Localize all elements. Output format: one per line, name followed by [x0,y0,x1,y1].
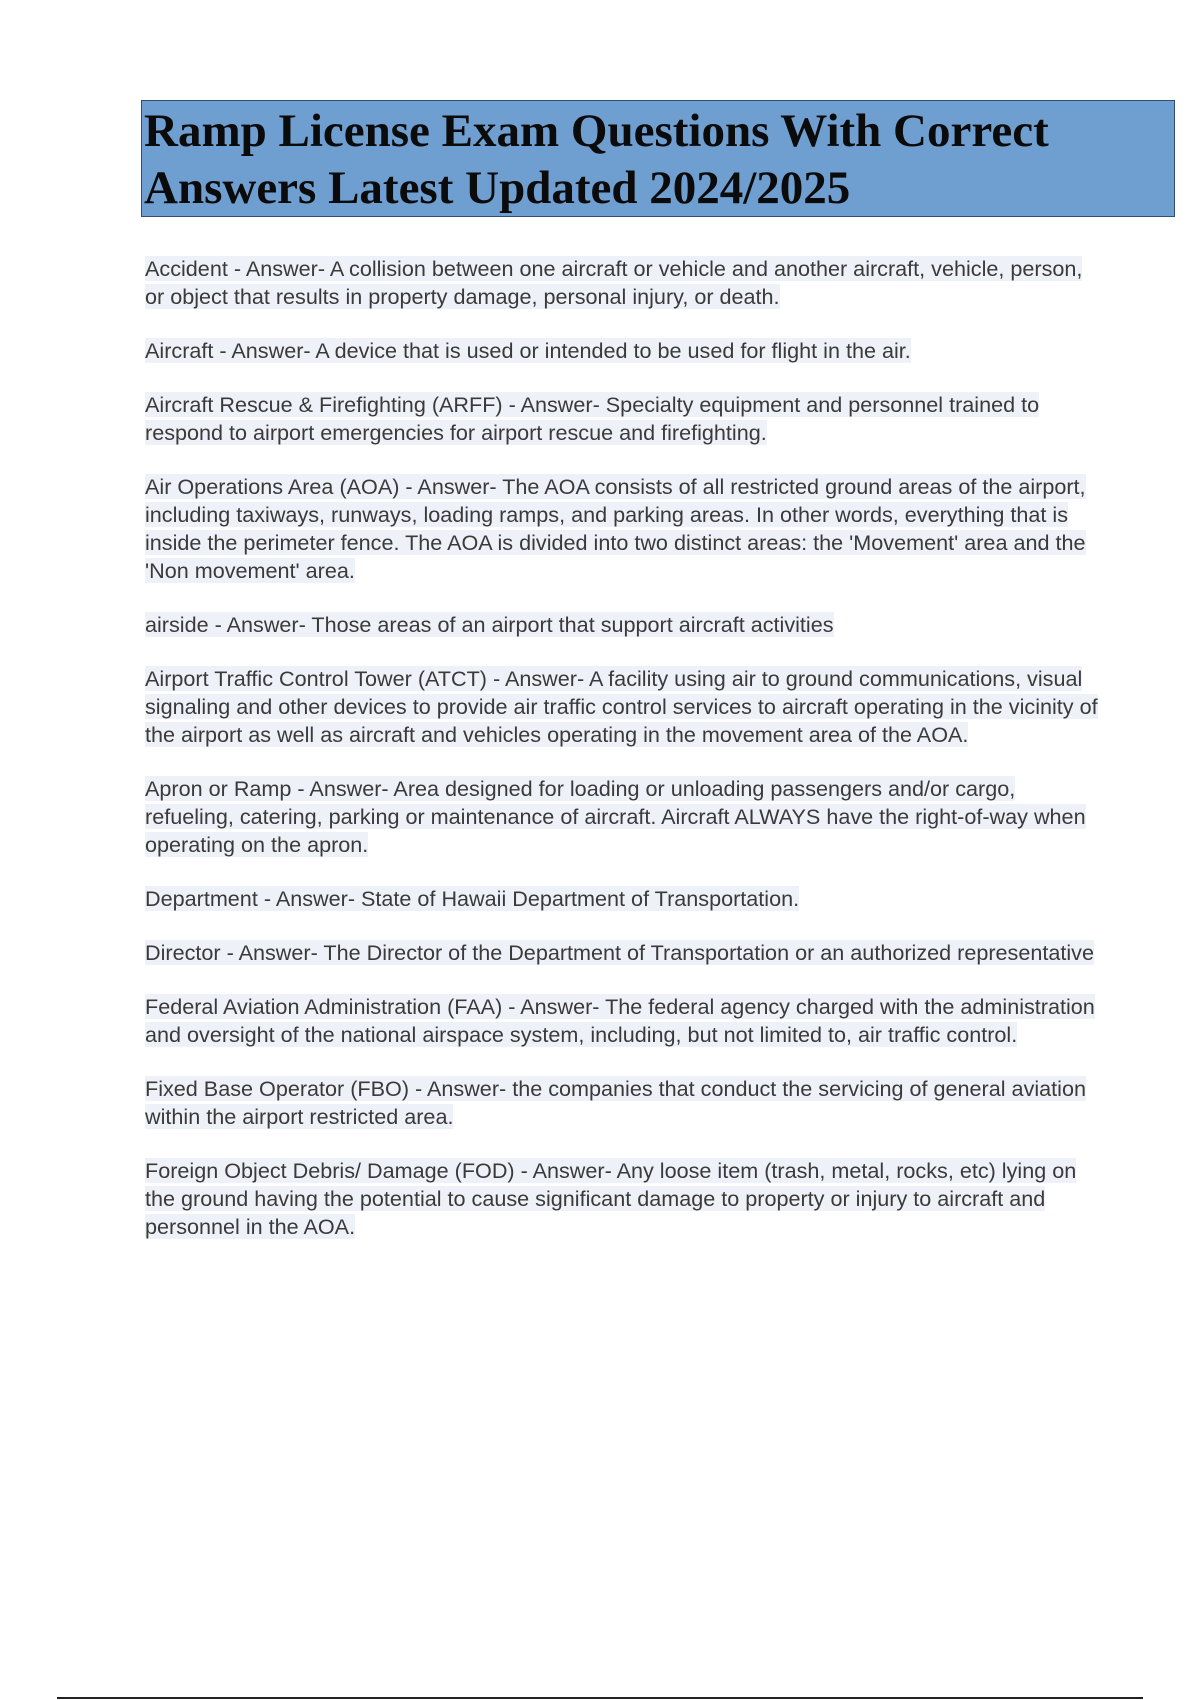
glossary-entry-aoa [145,473,1105,585]
glossary-entry-fbo [145,1075,1105,1131]
entry-text: Aircraft Rescue & Firefighting (ARFF) - Answer- Specialty equipment and personnel trained to respond to airport emergencies for airport rescue and firefighting. [145,392,1040,445]
glossary-entry-atct [145,665,1105,749]
glossary-entry-director [145,939,1105,967]
glossary-entry-arff [145,391,1105,447]
page-bottom-rule [57,1697,1143,1699]
entry-text: Apron or Ramp - Answer- Area designed for loading or unloading passengers and/or cargo, refueling, catering, parking or maintenance of aircraft. Aircraft ALWAYS have the right-of-way when operating on the apron. [145,776,1086,857]
glossary-entry-faa [145,993,1105,1049]
entry-text: airside - Answer- Those areas of an airport that support aircraft activities [145,612,834,637]
entry-text: Federal Aviation Administration (FAA) - Answer- The federal agency charged with the administration and oversight of the national airspace system, including, but not limited to, air traffic control. [145,994,1095,1047]
entry-text: Department - Answer- State of Hawaii Department of Transportation. [145,886,800,911]
document-title-line-1: Ramp License Exam Questions With Correct [144,105,1049,157]
entry-text: Foreign Object Debris/ Damage (FOD) - Answer- Any loose item (trash, metal, rocks, etc) lying on the ground having the potential to cause significant damage to property or injury to aircraft and personnel in the AOA. [145,1158,1077,1239]
glossary-entry-aircraft [145,337,1105,365]
entry-text: Airport Traffic Control Tower (ATCT) - Answer- A facility using air to ground communications, visual signaling and other devices to provide air traffic control services to aircraft operating in the vicinity of the airport as well as aircraft and vehicles operating in the movement area of the AOA. [145,666,1098,747]
glossary-entry-department [145,885,1105,913]
entry-text: Air Operations Area (AOA) - Answer- The AOA consists of all restricted ground areas of the airport, including taxiways, runways, loading ramps, and parking areas. In other words, everything that is inside the perimeter fence. The AOA is divided into two distinct areas: the 'Movement' area and the 'Non movement' area. [145,474,1086,583]
glossary-entry-fod [145,1157,1105,1241]
entry-text: Aircraft - Answer- A device that is used or intended to be used for flight in the air. [145,338,911,363]
glossary-entry-accident [145,255,1105,311]
glossary-entries [145,255,1105,1267]
entry-text: Fixed Base Operator (FBO) - Answer- the companies that conduct the servicing of general aviation within the airport restricted area. [145,1076,1086,1129]
entry-text: Director - Answer- The Director of the Department of Transportation or an authorized representative [145,940,1094,965]
document-title-banner [141,100,1175,217]
entry-text: Accident - Answer- A collision between one aircraft or vehicle and another aircraft, vehicle, person, or object that results in property damage, personal injury, or death. [145,256,1083,309]
glossary-entry-airside [145,611,1105,639]
document-title-line-2: Answers Latest Updated 2024/2025 [144,162,851,214]
glossary-entry-apron [145,775,1105,859]
